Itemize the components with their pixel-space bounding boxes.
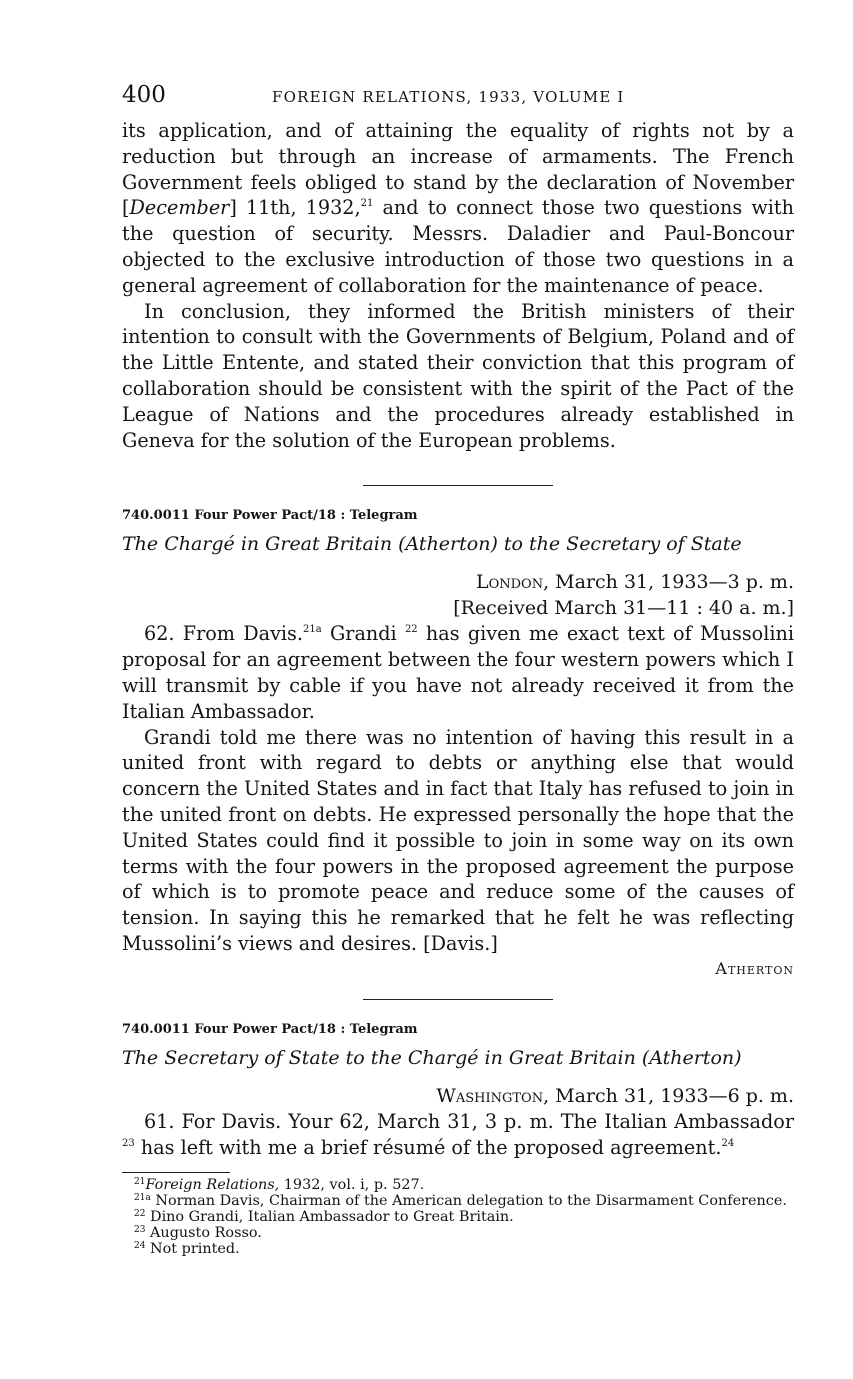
- footnote-ref-22[interactable]: 22: [404, 624, 418, 636]
- footnote-ref-24[interactable]: 24: [721, 1137, 735, 1149]
- doc2-dateline: Washington, March 31, 1933—6 p. m.: [436, 1084, 794, 1107]
- footnote-22: $^{22}$ Dino Grandi, Italian Ambassador to Great Britain.: [134, 1209, 514, 1226]
- footnote-ref-21a[interactable]: 21a: [303, 624, 322, 636]
- footnote-23: $^{23}$ Augusto Rosso.: [134, 1225, 262, 1242]
- footnote-21: $^{21}$Foreign Relations, 1932, vol. i, p. 527.: [134, 1177, 425, 1194]
- doc1-dateline: London, March 31, 1933—3 p. m.: [475, 571, 794, 594]
- footnote-21a: $^{21a}$ Norman Davis, Chairman of the American delegation to the Disarmament Conference.: [134, 1193, 787, 1210]
- doc2-title: The Secretary of State to the Chargé in Great Britain (Atherton): [122, 1046, 742, 1069]
- footnote-ref-21[interactable]: 21: [360, 198, 374, 210]
- section-divider: [363, 999, 553, 1000]
- footnote-24: $^{24}$ Not printed.: [134, 1241, 240, 1258]
- doc1-received: [Received March 31—11 : 40 a. m.]: [453, 597, 794, 620]
- continuation-paragraph-2: In conclusion, they informed the British ministers of their intention to consult with the Governments of Belgium, Poland and of the Little Entente, and stated their conviction that this program of collaboration should be consistent with the spirit of the Pact of the League of Nations and the procedures already established in Geneva for the solution of the European problems.: [122, 299, 794, 452]
- footnotes: [122, 1177, 794, 1257]
- doc1-paragraph-1: 62. From Davis.$^{21a}$ Grandi $^{22}$ has given me exact text of Mussolini proposal for an agreement between the four western powers which I will transmit by cable if you have not already received it from the Italian Ambassador.: [122, 622, 794, 723]
- running-title: FOREIGN RELATIONS, 1933, VOLUME I: [272, 88, 625, 106]
- doc1-paragraph-2: Grandi told me there was no intention of having this result in a united front with regard to debts or anything else that would concern the United States and in fact that Italy has refused to join in the united front on debts. He expressed personally the hope that the United States could find it possible to join in some way on its own terms with the four powers in the proposed agreement the purpose of which is to promote peace and reduce some of the causes of tension. In saying this he remarked that he felt he was reflecting Mussolini’s views and desires. [Davis.]: [122, 725, 794, 955]
- doc1-file-reference: 740.0011 Four Power Pact/18 : Telegram: [122, 508, 418, 524]
- page-number: 400: [122, 82, 166, 108]
- doc2-paragraph-1: 61. For Davis. Your 62, March 31, 3 p. m. The Italian Ambassador $^{23}$ has left with me a brief résumé of the proposed agreement.$^{24}$: [122, 1109, 794, 1159]
- footnote-ref-23[interactable]: 23: [122, 1137, 135, 1149]
- footnote-rule: [122, 1172, 230, 1173]
- doc2-file-reference: 740.0011 Four Power Pact/18 : Telegram: [122, 1021, 418, 1037]
- doc1-signature: Atherton: [715, 958, 794, 978]
- running-head: [122, 78, 794, 118]
- section-divider: [363, 485, 553, 486]
- document-page: [122, 78, 794, 1257]
- doc1-title: The Chargé in Great Britain (Atherton) to the Secretary of State: [122, 533, 742, 556]
- continuation-paragraph-1: its application, and of attaining the equality of rights not by a reduction but through an increase of armaments. The French Government feels obliged to stand by the declaration of November [December] 11th, 1932,21 and to connect those two questions with the question of security. Messrs. Daladier and Paul-Boncour objected to the exclusive introduction of those two questions in a general agreement of collaboration for the maintenance of peace.: [122, 119, 794, 297]
